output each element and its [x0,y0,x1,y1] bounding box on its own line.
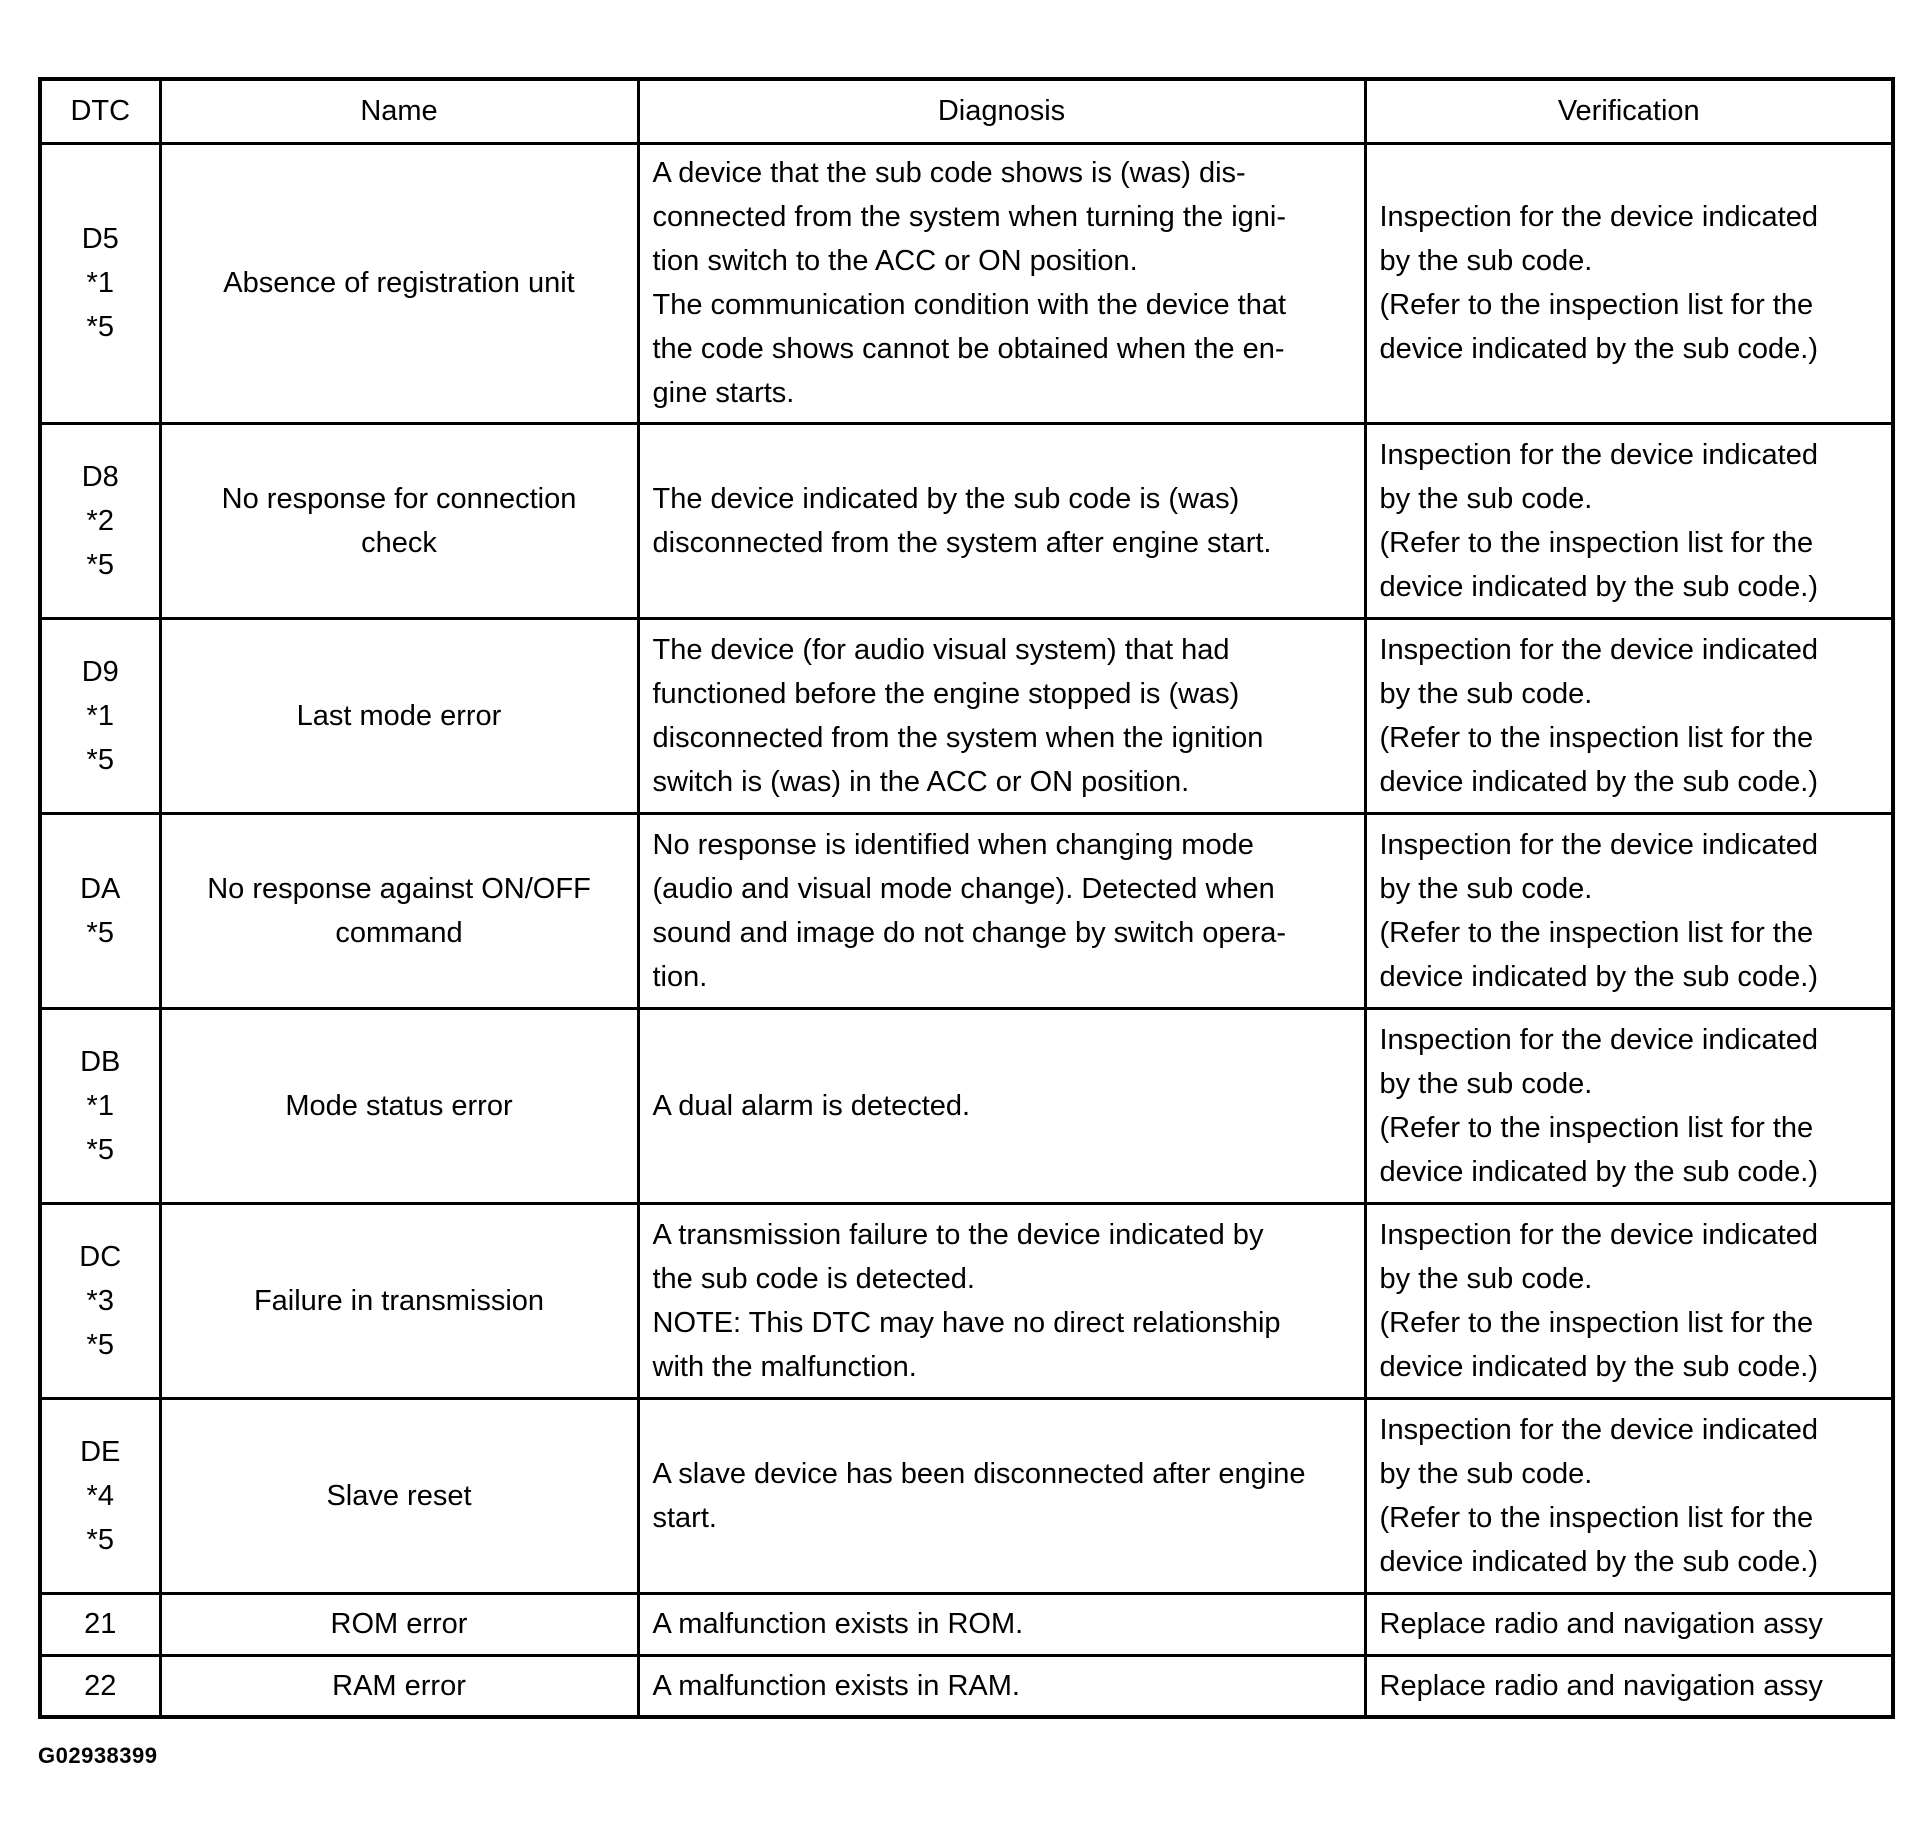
diagnosis-cell-line: tion. [652,960,708,993]
verification-cell-line: by the sub code. [1379,1457,1593,1490]
diagnosis-cell-line: the sub code is detected. [652,1262,975,1295]
diagnosis-cell [638,618,1365,813]
dtc-table [38,77,1895,1719]
dtc-cell-line: *5 [86,1328,114,1361]
verification-cell-line: (Refer to the inspection list for the [1379,721,1814,754]
dtc-cell-line: 21 [84,1608,117,1640]
dtc-cell-line: *1 [86,267,114,299]
table-row [40,1398,1893,1593]
diagnosis-cell [638,1008,1365,1203]
table-row [40,1203,1893,1398]
name-cell-line: Last mode error [296,699,502,732]
name-cell-line: Absence of registration unit [223,267,575,299]
verification-cell-line: by the sub code. [1379,245,1593,277]
verification-cell-line: device indicated by the sub code.) [1379,1155,1818,1188]
dtc-cell-line: DA [80,872,121,905]
name-cell-line: check [361,526,437,559]
verification-cell-line: Inspection for the device indicated [1379,1218,1818,1251]
dtc-cell [40,1203,160,1398]
table-row [40,1008,1893,1203]
diagnosis-cell-line: A transmission failure to the device indicated by [652,1218,1264,1251]
diagnosis-cell-line: A malfunction exists in RAM. [652,1669,1020,1702]
diagnosis-cell-line: NOTE: This DTC may have no direct relationship [652,1306,1281,1339]
table-row [40,1593,1893,1655]
verification-cell [1365,813,1893,1008]
verification-cell-line: Replace radio and navigation assy [1379,1608,1823,1640]
verification-cell-line: (Refer to the inspection list for the [1379,289,1814,321]
verification-cell-line: by the sub code. [1379,677,1593,710]
verification-cell-line: by the sub code. [1379,482,1593,515]
verification-cell-line: Replace radio and navigation assy [1379,1669,1823,1702]
table-row [40,813,1893,1008]
diagnosis-cell-line: The communication condition with the device that [652,289,1287,321]
verification-cell [1365,1203,1893,1398]
name-cell-line: Mode status error [285,1089,513,1122]
verification-cell [1365,1655,1893,1717]
dtc-cell-line: *5 [86,1523,114,1556]
name-cell [160,1655,638,1717]
name-cell-line: No response against ON/OFF [207,872,591,905]
dtc-cell [40,1008,160,1203]
diagnosis-cell [638,143,1365,423]
table-body [40,143,1893,1717]
verification-cell-line: (Refer to the inspection list for the [1379,1501,1814,1534]
name-cell [160,813,638,1008]
table-row [40,1655,1893,1717]
name-cell [160,1203,638,1398]
dtc-cell-line: DB [80,1045,121,1078]
name-cell-line: command [335,916,463,949]
dtc-cell [40,618,160,813]
diagnosis-cell [638,813,1365,1008]
dtc-cell-line: D9 [81,655,119,688]
diagnosis-cell-line: start. [652,1501,717,1534]
table-header-row [40,79,1893,143]
diagnosis-cell-line: disconnected from the system after engine start. [652,526,1272,559]
dtc-cell-line: *5 [86,916,114,949]
header-diagnosis: Diagnosis [638,79,1365,143]
dtc-cell-line: *5 [86,548,114,581]
verification-cell-line: (Refer to the inspection list for the [1379,1306,1814,1339]
diagnosis-cell-line: A device that the sub code shows is (was) dis- [652,157,1246,189]
table-row [40,143,1893,423]
dtc-cell-line: *2 [86,504,114,537]
diagnosis-cell-line: The device indicated by the sub code is (was) [652,482,1240,515]
diagnosis-cell [638,1655,1365,1717]
dtc-cell-line: *5 [86,1133,114,1166]
diagnosis-cell-line: No response is identified when changing mode [652,828,1254,861]
verification-cell [1365,423,1893,618]
name-cell [160,1008,638,1203]
name-cell [160,1398,638,1593]
verification-cell-line: by the sub code. [1379,1067,1593,1100]
verification-cell-line: device indicated by the sub code.) [1379,1350,1818,1383]
verification-cell-line: by the sub code. [1379,1262,1593,1295]
table-row [40,618,1893,813]
header-dtc: DTC [40,79,160,143]
dtc-cell-line: D8 [81,460,119,493]
verification-cell-line: Inspection for the device indicated [1379,438,1818,471]
diagnosis-cell-line: sound and image do not change by switch opera- [652,916,1287,949]
verification-cell-line: device indicated by the sub code.) [1379,765,1818,798]
name-cell [160,423,638,618]
dtc-cell-line: DE [80,1435,121,1468]
figure-id: G02938399 [38,1743,158,1768]
name-cell-line: ROM error [330,1608,468,1640]
header-name: Name [160,79,638,143]
name-cell [160,143,638,423]
verification-cell-line: (Refer to the inspection list for the [1379,526,1814,559]
diagnosis-cell-line: the code shows cannot be obtained when the en- [652,333,1285,365]
name-cell-line: RAM error [332,1669,466,1702]
verification-cell-line: by the sub code. [1379,872,1593,905]
dtc-cell-line: *5 [86,743,114,776]
dtc-cell [40,1398,160,1593]
verification-cell [1365,143,1893,423]
diagnosis-cell-line: gine starts. [652,377,795,409]
dtc-cell-line: *1 [86,699,114,732]
dtc-cell [40,1593,160,1655]
dtc-cell-line: D5 [81,223,119,255]
diagnosis-cell-line: connected from the system when turning the igni- [652,201,1286,233]
verification-cell [1365,618,1893,813]
dtc-cell-line: *1 [86,1089,114,1122]
name-cell-line: No response for connection [221,482,577,515]
verification-cell-line: (Refer to the inspection list for the [1379,916,1814,949]
diagnosis-cell [638,1203,1365,1398]
dtc-cell-line: DC [79,1240,122,1273]
dtc-cell [40,813,160,1008]
verification-cell-line: Inspection for the device indicated [1379,1413,1818,1446]
dtc-cell-line: *4 [86,1479,114,1512]
verification-cell-line: Inspection for the device indicated [1379,828,1818,861]
verification-cell-line: Inspection for the device indicated [1379,633,1818,666]
name-cell [160,1593,638,1655]
dtc-cell-line: *3 [86,1284,114,1317]
diagnosis-cell-line: switch is (was) in the ACC or ON position. [652,765,1190,798]
table-row [40,423,1893,618]
verification-cell-line: (Refer to the inspection list for the [1379,1111,1814,1144]
diagnosis-cell [638,1398,1365,1593]
diagnosis-cell-line: functioned before the engine stopped is (was) [652,677,1240,710]
diagnosis-cell [638,1593,1365,1655]
diagnosis-cell-line: disconnected from the system when the ignition [652,721,1264,754]
dtc-cell [40,1655,160,1717]
diagnosis-cell-line: (audio and visual mode change). Detected when [652,872,1275,905]
dtc-cell [40,423,160,618]
verification-cell [1365,1398,1893,1593]
diagnosis-cell-line: A dual alarm is detected. [652,1089,971,1122]
name-cell-line: Failure in transmission [253,1284,545,1317]
verification-cell-line: Inspection for the device indicated [1379,201,1818,233]
diagnosis-cell-line: tion switch to the ACC or ON position. [652,245,1138,277]
dtc-cell-line: *5 [86,311,114,343]
diagnosis-cell-line: A slave device has been disconnected after engine [652,1457,1306,1490]
diagnosis-cell-line: A malfunction exists in ROM. [652,1608,1024,1640]
verification-cell [1365,1593,1893,1655]
name-cell-line: Slave reset [326,1479,472,1512]
verification-cell-line: Inspection for the device indicated [1379,1023,1818,1056]
diagnosis-cell-line: The device (for audio visual system) that had [652,633,1230,666]
diagnosis-cell-line: with the malfunction. [652,1350,917,1383]
name-cell [160,618,638,813]
verification-cell-line: device indicated by the sub code.) [1379,1545,1818,1578]
dtc-cell-line: 22 [84,1669,117,1702]
verification-cell-line: device indicated by the sub code.) [1379,960,1818,993]
dtc-cell [40,143,160,423]
verification-cell-line: device indicated by the sub code.) [1379,333,1818,365]
verification-cell-line: device indicated by the sub code.) [1379,570,1818,603]
diagnosis-cell [638,423,1365,618]
header-verification: Verification [1365,79,1893,143]
verification-cell [1365,1008,1893,1203]
